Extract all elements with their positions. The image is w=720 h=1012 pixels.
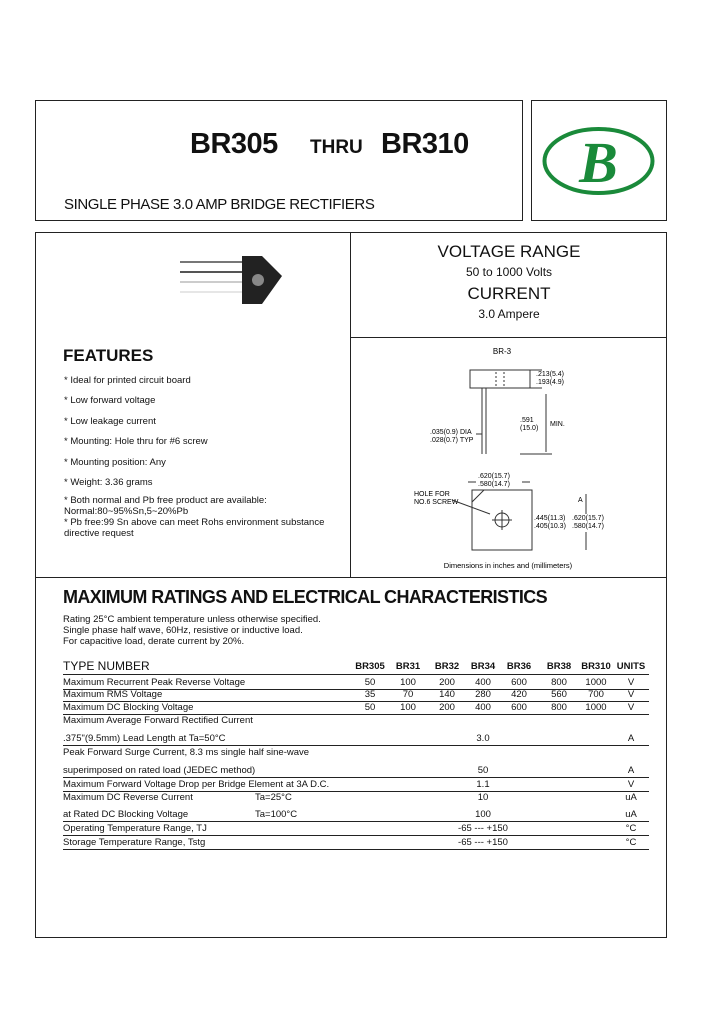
dim-label: .213(5.4): [536, 371, 565, 378]
mark-label: A: [578, 497, 583, 504]
row-value: 70: [402, 689, 414, 700]
part-number-to: BR310: [381, 128, 469, 160]
feature-item: * Both normal and Pb free product are available:: [64, 495, 267, 506]
table-rule: [63, 821, 649, 822]
logo-icon: [541, 126, 656, 196]
table-rule: [63, 835, 649, 836]
dim-label: .620(15.7): [478, 473, 510, 480]
feature-item: Normal:80~95%Sn,5~20%Pb: [64, 506, 189, 517]
row-parameter: at Rated DC Blocking Voltage: [63, 809, 189, 820]
package-label: BR-3: [492, 347, 512, 356]
voltage-range-value: 50 to 1000 Volts: [465, 265, 553, 279]
row-value: 200: [439, 702, 455, 713]
feature-item: * Mounting position: Any: [64, 457, 166, 468]
table-rule: [63, 674, 649, 675]
row-parameter: Maximum Recurrent Peak Reverse Voltage: [63, 677, 246, 688]
dim-label: .035(0.9) DIA: [430, 429, 472, 436]
feature-item: * Pb free:99 Sn above can meet Rohs environment substance: [64, 517, 325, 528]
current-value: 3.0 Ampere: [478, 307, 540, 321]
side-view-body: [470, 370, 530, 388]
row-value: -65 --- +150: [458, 837, 508, 848]
ratings-heading: MAXIMUM RATINGS AND ELECTRICAL CHARACTERISTICS: [63, 587, 548, 607]
row-unit: °C: [625, 837, 637, 848]
dim-label: .580(14.7): [572, 523, 604, 530]
row-parameter: Maximum RMS Voltage: [63, 689, 163, 700]
row-parameter: .375"(9.5mm) Lead Length at Ta=50°C: [63, 733, 226, 744]
row-unit: V: [627, 779, 635, 790]
feature-item: * Low forward voltage: [64, 395, 156, 406]
row-value: 1.1: [476, 779, 490, 790]
row-unit: A: [627, 733, 635, 744]
note-line: Single phase half wave, 60Hz, resistive or inductive load.: [63, 625, 303, 636]
row-unit: V: [627, 689, 635, 700]
dim-label: .591: [520, 417, 534, 424]
dim-label: .028(0.7) TYP: [430, 437, 474, 444]
row-value: 3.0: [476, 733, 490, 744]
column-header: BR32: [434, 661, 460, 672]
row-value: 1000: [585, 702, 607, 713]
ratings-divider: [350, 337, 667, 338]
column-header: BR36: [506, 661, 532, 672]
column-header: BR38: [546, 661, 572, 672]
section-divider: [35, 577, 667, 578]
subtitle: SINGLE PHASE 3.0 AMP BRIDGE RECTIFIERS: [64, 196, 375, 213]
voltage-range-title: VOLTAGE RANGE: [437, 242, 581, 261]
row-parameter: Maximum DC Blocking Voltage: [63, 702, 194, 713]
row-value: 10: [477, 792, 489, 803]
dim-label: .193(4.9): [536, 379, 565, 386]
row-parameter: Maximum Average Forward Rectified Current: [63, 715, 253, 726]
row-value: 50: [364, 702, 376, 713]
column-header: BR305: [355, 661, 385, 672]
row-parameter: Operating Temperature Range, TJ: [63, 823, 207, 834]
type-number-label: TYPE NUMBER: [63, 659, 150, 673]
dimension-drawing: [400, 342, 620, 574]
column-header: UNITS: [616, 661, 646, 672]
row-value: 50: [477, 765, 489, 776]
row-value: 800: [551, 677, 567, 688]
feature-item: * Low leakage current: [64, 416, 156, 427]
row-value: 35: [364, 689, 376, 700]
row-value: 700: [588, 689, 604, 700]
features-heading: FEATURES: [63, 346, 154, 365]
row-value: 600: [511, 702, 527, 713]
row-value: 100: [400, 702, 416, 713]
note-line: Rating 25°C ambient temperature unless otherwise specified.: [63, 614, 321, 625]
row-unit: A: [627, 765, 635, 776]
row-value: 100: [475, 809, 491, 820]
row-value: 400: [475, 677, 491, 688]
row-condition: Ta=25°C: [255, 792, 292, 803]
row-value: 280: [475, 689, 491, 700]
row-parameter: Maximum DC Reverse Current: [63, 792, 193, 803]
column-header: BR34: [470, 661, 496, 672]
rectifier-package-icon: [170, 250, 290, 310]
dim-label: .405(10.3): [534, 523, 566, 530]
row-unit: V: [627, 702, 635, 713]
row-unit: uA: [625, 792, 637, 803]
table-rule: [63, 777, 649, 778]
dim-label: .445(11.3): [534, 515, 566, 522]
table-rule: [63, 849, 649, 850]
current-title: CURRENT: [467, 284, 551, 303]
note-line: For capacitive load, derate current by 20%.: [63, 636, 245, 647]
dim-label: (15.0): [520, 425, 539, 432]
row-value: 140: [439, 689, 455, 700]
row-value: 420: [511, 689, 527, 700]
hole-label: HOLE FOR: [414, 491, 450, 498]
feature-item: * Weight: 3.36 grams: [64, 477, 153, 488]
hole-label: NO.6 SCREW: [414, 499, 459, 506]
row-unit: uA: [625, 809, 637, 820]
row-parameter: Peak Forward Surge Current, 8.3 ms single half sine-wave: [63, 747, 310, 758]
row-value: 560: [551, 689, 567, 700]
row-value: 1000: [585, 677, 607, 688]
row-parameter: Maximum Forward Voltage Drop per Bridge Element at 3A D.C.: [63, 779, 330, 790]
logo-letter: B: [579, 130, 618, 195]
table-rule: [63, 745, 649, 746]
row-unit: °C: [625, 823, 637, 834]
dim-label: .580(14.7): [478, 481, 510, 488]
row-value: 200: [439, 677, 455, 688]
row-condition: Ta=100°C: [255, 809, 298, 820]
row-parameter: Storage Temperature Range, Tstg: [63, 837, 206, 848]
column-header: BR31: [395, 661, 421, 672]
row-value: 50: [364, 677, 376, 688]
row-value: 600: [511, 677, 527, 688]
row-value: 800: [551, 702, 567, 713]
row-parameter: superimposed on rated load (JEDEC method): [63, 765, 256, 776]
part-number-from: BR305: [190, 128, 278, 160]
feature-item: * Ideal for printed circuit board: [64, 375, 191, 386]
row-unit: V: [627, 677, 635, 688]
row-value: 400: [475, 702, 491, 713]
diagram-caption: Dimensions in inches and (millimeters): [443, 561, 573, 570]
feature-item: * Mounting: Hole thru for #6 screw: [64, 436, 208, 447]
row-value: -65 --- +150: [458, 823, 508, 834]
row-value: 100: [400, 677, 416, 688]
dim-label: .620(15.7): [572, 515, 604, 522]
column-header: BR310: [581, 661, 611, 672]
dim-label: MIN.: [550, 421, 565, 428]
thru-label: THRU: [310, 137, 363, 158]
feature-item: directive request: [64, 528, 134, 539]
